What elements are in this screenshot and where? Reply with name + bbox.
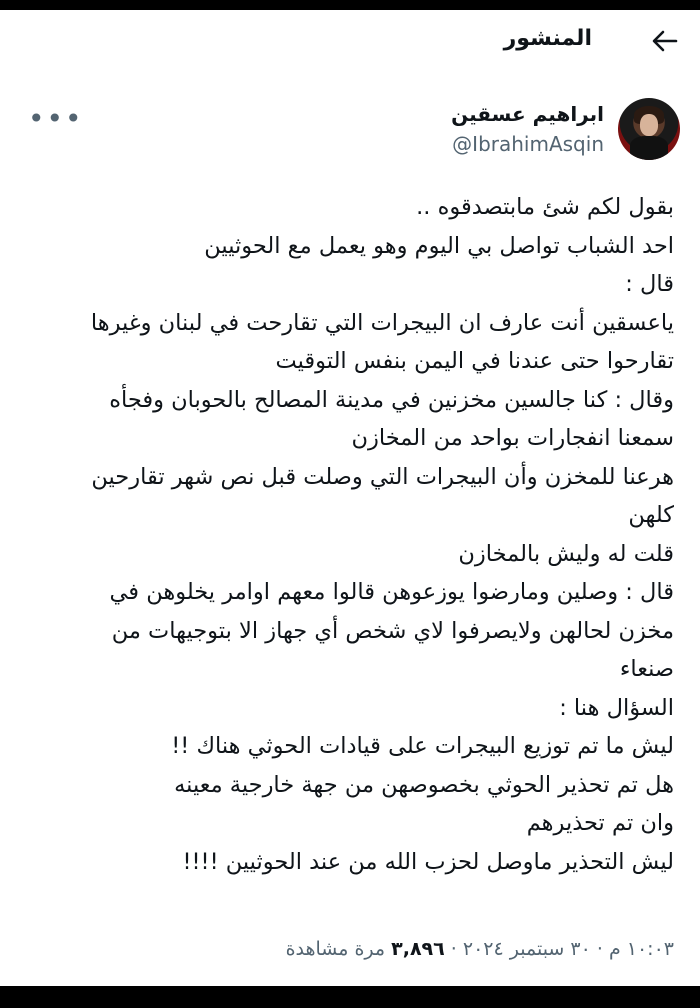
tweet-line: هرعنا للمخزن وأن البيجرات التي وصلت قبل نص شهر تقارحين [91,463,674,490]
tweet-line: احد الشباب تواصل بي اليوم وهو يعمل مع الحوثيين [204,232,674,259]
tweet-meta [286,938,674,960]
tweet-line: وقال : كنا جالسين مخزنين في مدينة المصالح بالحوبان وفجأه [109,386,674,413]
tweet-line: تقارحوا حتى عندنا في اليمن بنفس التوقيت [275,348,674,374]
tweet-line: قال : وصلين ومارضوا يوزعوهن قالوا معهم اوامر يخلوهن في [109,579,674,605]
meta-separator: · [596,938,603,960]
tweet-line: ليش ما تم توزيع البيجرات على قيادات الحوثي هناك !! [171,733,674,759]
tweet-line: مخزن لحالهن ولايصرفوا لاي شخص أي جهاز الا بتوجيهات من [111,617,674,644]
navigation-bar [0,986,700,1008]
tweet-line: بقول لكم شئ مابتصدقوه .. [416,194,674,220]
back-button[interactable] [648,24,682,58]
tweet-time[interactable]: ١٠:٠٣ م [608,938,674,960]
author-handle[interactable]: @IbrahimAsqin [452,132,604,156]
more-options-icon[interactable]: ••• [28,102,84,135]
tweet-line: قال : [625,271,674,297]
tweet-line: صنعاء [619,656,674,682]
tweet-text [42,188,674,881]
meta-separator: · [450,938,457,960]
tweet-line: ياعسقين أنت عارف ان البيجرات التي تقارحت في لبنان وغيرها [90,309,674,336]
views-label: مرة مشاهدة [285,938,386,960]
page-title: المنشور [503,26,592,51]
avatar[interactable] [618,98,680,160]
author-name[interactable]: ابراهيم عسقين [451,102,604,126]
status-bar [0,0,700,10]
tweet-line: سمعنا انفجارات بواحد من المخازن [351,425,674,451]
views-count: ٣,٨٩٦ [391,938,445,960]
page-header [0,10,700,72]
arrow-left-icon [652,30,678,52]
tweet-line: كلهن [628,502,674,528]
tweet-line: ليش التحذير ماوصل لحزب الله من عند الحوثيين !!!! [182,848,674,875]
tweet-line: هل تم تحذير الحوثي بخصوصهن من جهة خارجية معينه [174,771,674,798]
tweet-line: قلت له وليش بالمخازن [458,540,674,567]
tweet-author [0,92,700,168]
tweet-line: السؤال هنا : [559,694,674,721]
tweet-line: وان تم تحذيرهم [526,810,674,836]
tweet-date[interactable]: ٣٠ سبتمبر ٢٠٢٤ [462,938,591,960]
